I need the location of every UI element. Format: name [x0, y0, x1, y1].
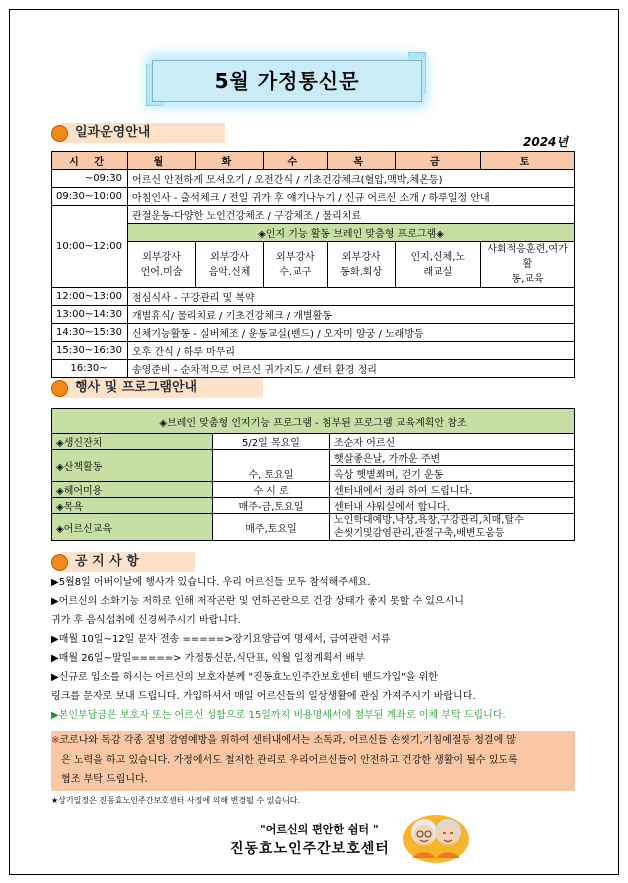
- schedule-table: [51, 151, 575, 378]
- event-name: ◈산책활동: [52, 450, 213, 482]
- notice-item: ▶어르신의 소화기능 저하로 인해 저작곤란 및 연하곤란으로 건강 상태가 좋지 못할 수 있으시니: [51, 596, 464, 607]
- program-cell-line: 음악.신체: [208, 266, 251, 278]
- schedule-activity: 관절운동-다양한 노인건강체조 / 구강체조 / 물리치료: [128, 206, 575, 224]
- section-notice-label: 공 지 사 항: [61, 552, 195, 572]
- event-name: ◈생신잔치: [52, 434, 213, 450]
- schedule-row: [52, 324, 575, 342]
- event-when: 매주-금,토요일: [213, 498, 330, 514]
- event-detail: 옥상 햇볕쬐며, 걷기 운동: [330, 466, 575, 482]
- section-daily-label: 일과운영안내: [61, 123, 225, 143]
- program-cell-thu: [327, 242, 395, 288]
- schedule-row: [52, 206, 575, 224]
- event-row: [52, 514, 575, 541]
- event-detail: 햇살좋은날, 가까운 주변: [330, 450, 575, 466]
- event-name: ◈목욕: [52, 498, 213, 514]
- covid-notice-box: [51, 731, 575, 791]
- schedule-activity: 신체기능활동 - 실버체조 / 운동교실(밴드) / 오자미 양궁 / 노래방등: [128, 324, 575, 342]
- notice-item: 귀가 후 음식섭취에 신경써주시기 바랍니다.: [51, 615, 241, 626]
- event-row: [52, 434, 575, 450]
- schedule-header-tue: 화: [196, 152, 264, 170]
- program-cell-line: 동화.회상: [340, 266, 383, 278]
- program-cell-line: 언어.미술: [140, 266, 183, 278]
- notice-item: ▶매월 26일~말일=====> 가정통신문,식단표, 익월 일정계획서 배부: [51, 653, 365, 664]
- notice-item: ▶매월 10일~12일 문자 전송 =====>장기요양급여 명세서, 급여관련 서류: [51, 634, 391, 645]
- event-detail-line: 노인학대예방,낙상,욕창,구강관리,치매,탈수: [334, 515, 524, 526]
- schedule-header-thu: 목: [327, 152, 395, 170]
- notice-item: ▶신규로 입소를 하시는 어르신의 보호자분께 "진동효노인주간보호센터 밴드가입"을 위한: [51, 672, 438, 683]
- program-cell-line: 동,교육: [511, 274, 544, 285]
- schedule-header-sat: 토: [481, 152, 575, 170]
- program-cell-wed: [263, 242, 327, 288]
- event-row: [52, 482, 575, 498]
- schedule-header-row: [52, 152, 575, 170]
- program-title-row: [52, 224, 575, 242]
- schedule-activity: 오후 간식 / 하루 마무리: [128, 342, 575, 360]
- event-when: 수, 토요일: [213, 450, 330, 482]
- event-row: [52, 450, 575, 466]
- program-cells-row: [52, 242, 575, 288]
- schedule-activity: 송영준비 - 순차적으로 어르신 귀가지도 / 센터 환경 정리: [128, 360, 575, 378]
- events-table: [51, 408, 575, 541]
- event-name: ◈어르신교육: [52, 514, 213, 541]
- schedule-time: 13:00~14:30: [52, 306, 128, 324]
- schedule-header-time: 시 간: [52, 152, 128, 170]
- elderly-couple-icon: [402, 806, 470, 864]
- program-cell-fri: [395, 242, 480, 288]
- bullet-dot-icon: [51, 380, 68, 397]
- program-cell-line: 외부강사: [210, 251, 249, 263]
- schedule-row: [52, 170, 575, 188]
- schedule-time: 16:30~: [52, 360, 128, 378]
- event-detail: [330, 514, 575, 541]
- schedule-row: [52, 306, 575, 324]
- notice-list: [51, 573, 575, 725]
- program-cell-tue: [196, 242, 264, 288]
- schedule-time: 10:00~12:00: [52, 206, 128, 288]
- schedule-row: [52, 288, 575, 306]
- footer-slogan: "어르신의 편안한 쉼터 ": [260, 823, 379, 836]
- schedule-row: [52, 342, 575, 360]
- schedule-row: [52, 360, 575, 378]
- event-when: 수 시 로: [213, 482, 330, 498]
- center-name: 진동효노인주간보호센터: [230, 841, 390, 857]
- notice-item: 링크를 문자로 보내 드립니다. 가입하셔서 매일 어르신들의 일상생활에 관심 가져주시기 바랍니다.: [51, 691, 476, 702]
- schedule-activity: 아침인사 - 출석체크 / 전일 귀가 후 얘기나누기 / 신규 어르신 소개 / 하루일정 안내: [128, 188, 575, 206]
- schedule-time: ~09:30: [52, 170, 128, 188]
- program-cell-sat: [481, 242, 575, 288]
- event-name: ◈헤어미용: [52, 482, 213, 498]
- event-detail: 조순자 어르신: [330, 434, 575, 450]
- events-header-row: [52, 409, 575, 434]
- covid-line: 은 노력을 하고 있습니다. 가정에서도 철저한 관리로 우리어르신들이 안전하고 건강한 생활이 될수 있도록: [61, 754, 518, 766]
- program-cell-line: 인지,신체,노: [410, 251, 466, 263]
- event-detail: 센터내에서 정리 하여 드립니다.: [330, 482, 575, 498]
- schedule-time: 15:30~16:30: [52, 342, 128, 360]
- program-cell-line: 수.교구: [279, 266, 312, 278]
- footnote: ★상기일정은 진동효노인주간보호센터 사정에 의해 변경될 수 있습니다.: [51, 796, 301, 805]
- program-cell-line: 외부강사: [341, 251, 381, 263]
- banner-scroll: [152, 60, 422, 102]
- notice-payment: ▶본인부담금은 보호자 또는 어르신 성함으로 15일까지 비용명세서에 첨부된 계좌로 이체 부탁 드립니다.: [51, 710, 506, 721]
- schedule-row: [52, 188, 575, 206]
- schedule-header-wed: 수: [263, 152, 327, 170]
- event-when: 매주,토요일: [213, 514, 330, 541]
- notice-item: ▶5월8일 어버이날에 행사가 있습니다. 우리 어르신들 모두 참석해주세요.: [51, 577, 371, 588]
- schedule-activity: 점심식사 - 구강관리 및 복약: [128, 288, 575, 306]
- program-cell-line: 사회적응훈련,여가활: [487, 244, 568, 270]
- covid-text: 코로나와 독감 각종 질병 감염예방을 위하여 센터내에서는 소독과, 어르신들 손씻기,기침예절등 청결에 많: [59, 735, 517, 746]
- event-detail: 센터내 샤워실에서 합니다.: [330, 498, 575, 514]
- schedule-time: 09:30~10:00: [52, 188, 128, 206]
- event-detail-line: 손씻기및감염관리,관절구축,배변도움등: [334, 528, 505, 539]
- program-cell-line: 래교실: [423, 266, 453, 278]
- program-cell-mon: [128, 242, 196, 288]
- schedule-time: 12:00~13:00: [52, 288, 128, 306]
- section-events-label: 행사 및 프로그램안내: [61, 378, 263, 398]
- page-title: 5월 가정통신문: [214, 69, 360, 93]
- schedule-header-mon: 월: [128, 152, 196, 170]
- covid-line: [51, 731, 575, 751]
- bullet-dot-icon: [51, 554, 68, 571]
- title-banner: [146, 56, 426, 106]
- program-cell-line: 외부강사: [142, 251, 181, 263]
- events-header: ◈브레인 맞춤형 인지기능 프로그램 - 첨부된 프로그램 교육계획안 참조: [52, 409, 575, 434]
- event-row: [52, 498, 575, 514]
- year-label: 2024년: [523, 135, 568, 149]
- program-title: ◈인지 기능 활동 브레인 맞춤형 프로그램◈: [128, 224, 575, 242]
- schedule-activity: 개별휴식/ 물리치료 / 기초건강체크 / 개별활동: [128, 306, 575, 324]
- event-when: 5/2일 목요일: [213, 434, 330, 450]
- covid-line: 협조 부탁 드립니다.: [61, 774, 148, 785]
- bullet-dot-icon: [51, 125, 68, 142]
- note-mark: ※: [51, 735, 60, 746]
- program-cell-line: 외부강사: [276, 251, 315, 263]
- schedule-header-fri: 금: [395, 152, 480, 170]
- schedule-activity: 어르신 안전하게 모셔오기 / 오전간식 / 기초건강체크(혈압,맥박,체온등): [128, 170, 575, 188]
- schedule-time: 14:30~15:30: [52, 324, 128, 342]
